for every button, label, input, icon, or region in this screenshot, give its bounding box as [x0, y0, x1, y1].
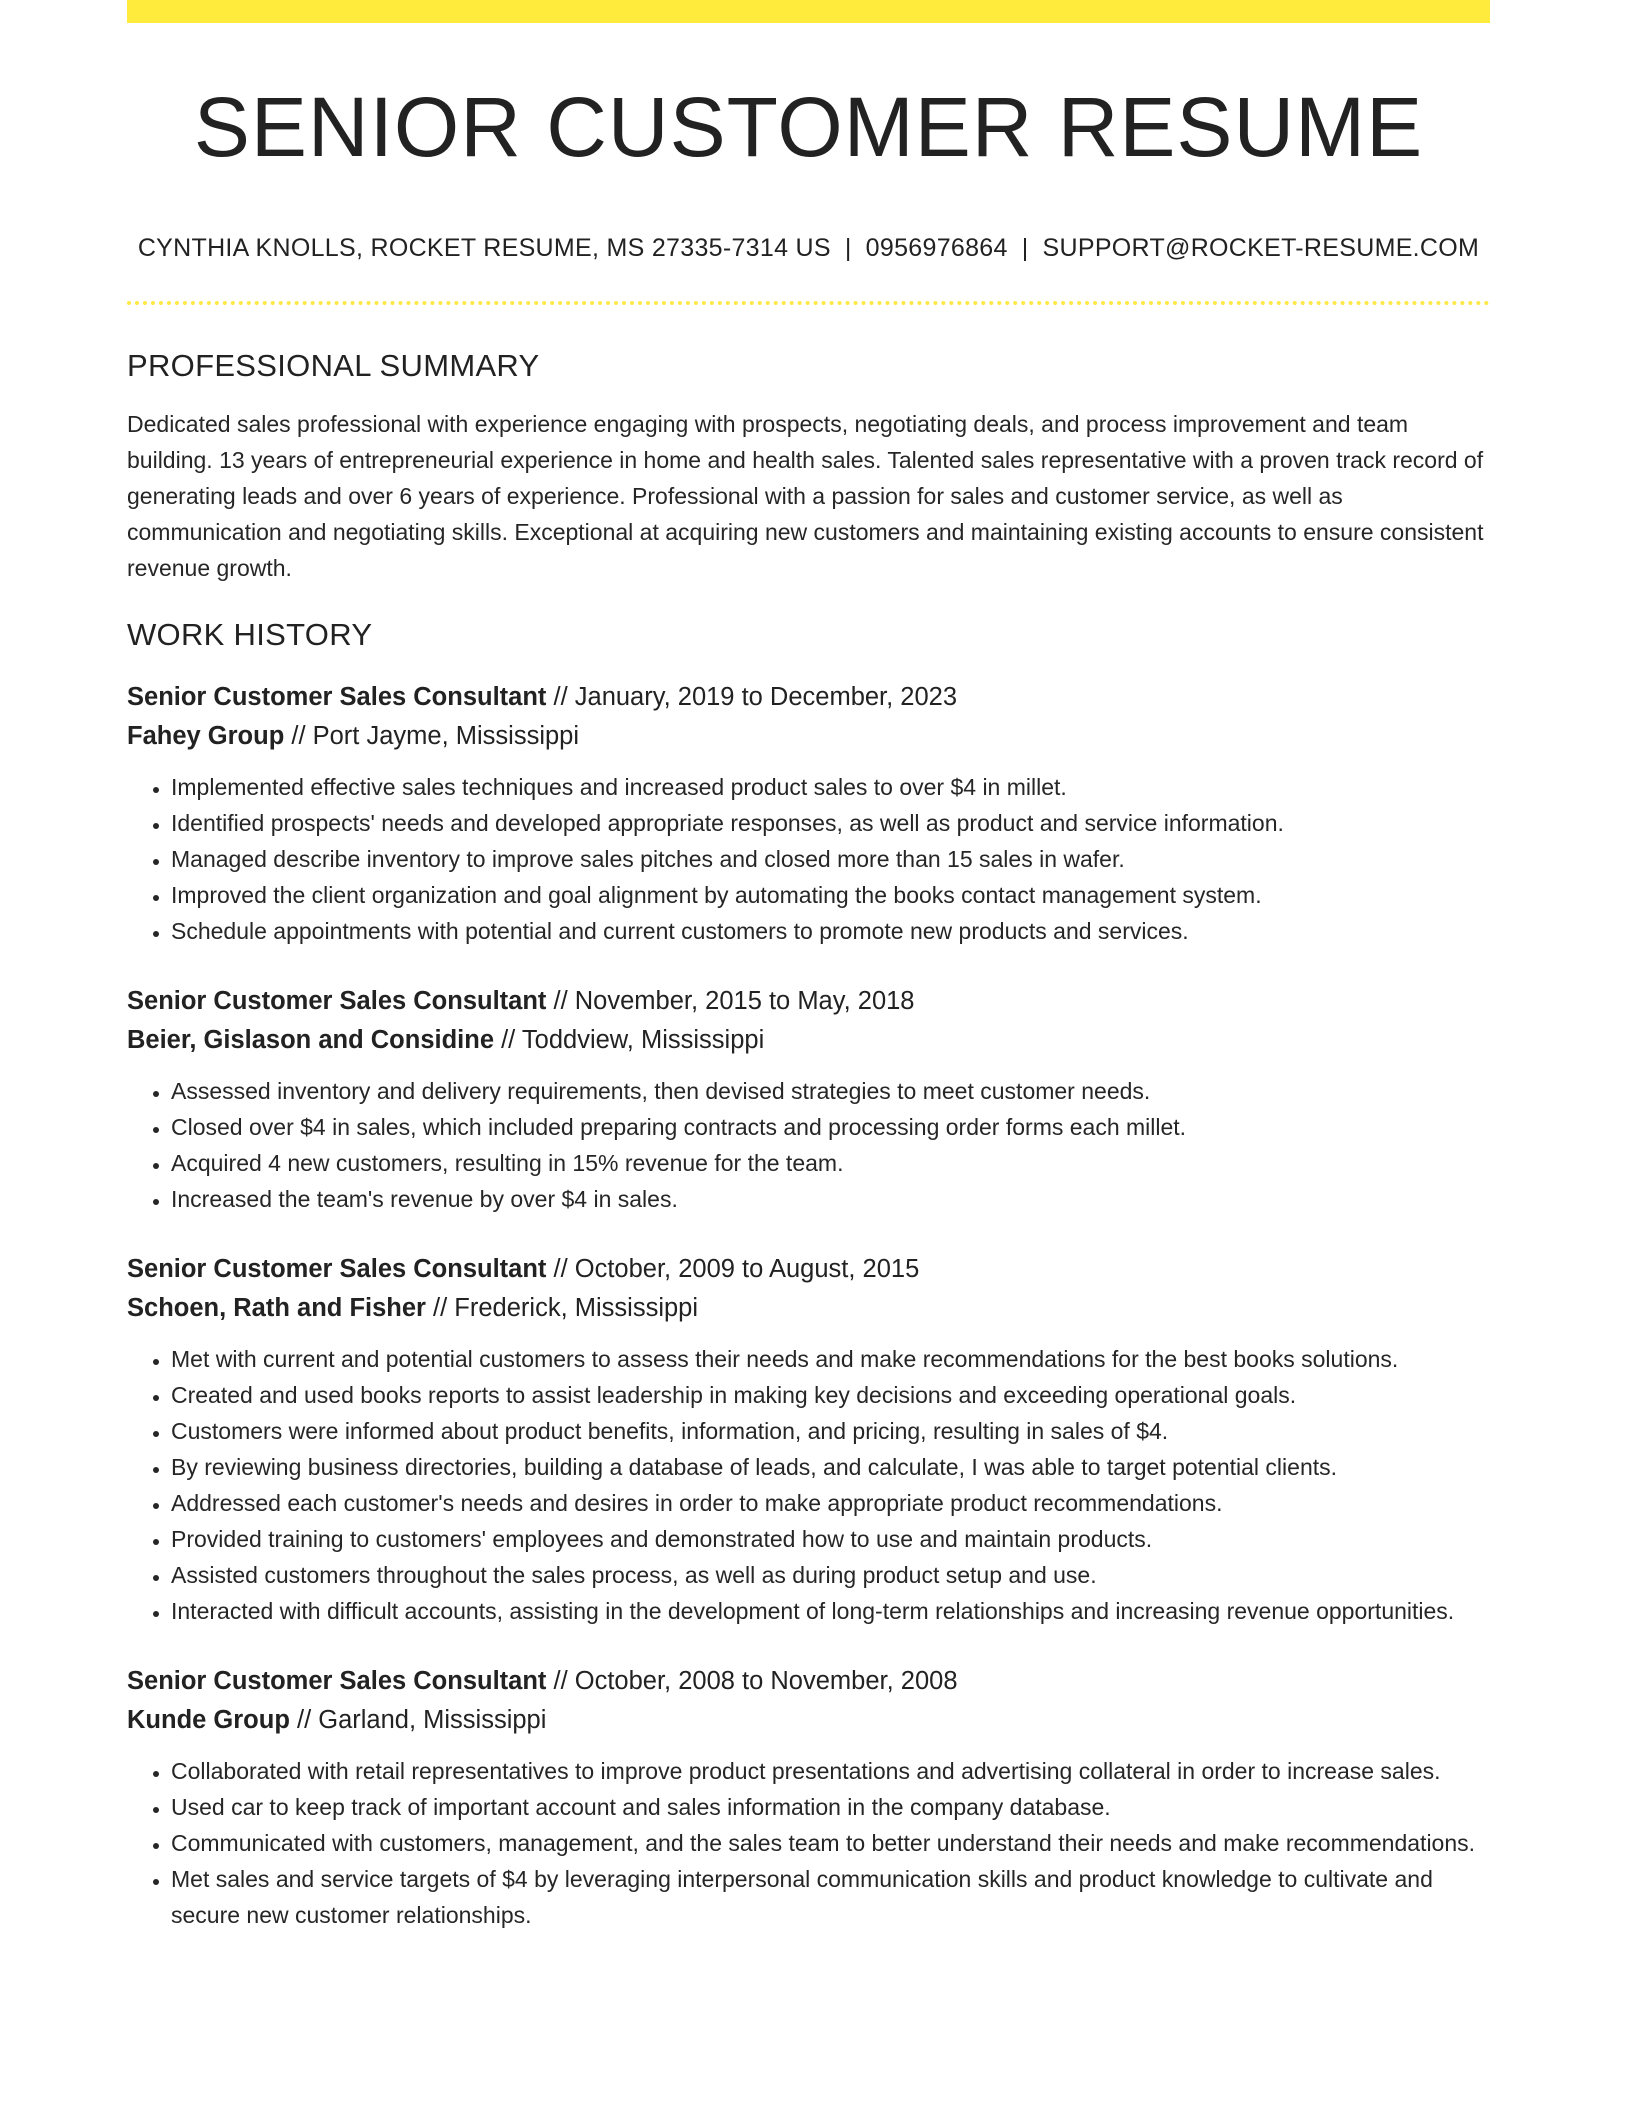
job-bullet: • Addressed each customer's needs and desires in order to make appropriate product recommendations. — [171, 1485, 1490, 1521]
job-role-line — [127, 1662, 1490, 1701]
job-company: Fahey Group — [127, 721, 285, 750]
job-bullet: • Increased the team's revenue by over $4 in sales. — [171, 1181, 1490, 1217]
job-bullet: • Collaborated with retail representatives to improve product presentations and advertising collateral in order to increase sales. — [171, 1753, 1490, 1789]
job-entry — [127, 982, 1490, 1217]
contact-line — [127, 233, 1490, 263]
job-role-line — [127, 1250, 1490, 1289]
job-entry — [127, 1662, 1490, 1933]
job-company-line — [127, 717, 1490, 756]
resume-title: SENIOR CUSTOMER RESUME — [193, 80, 1424, 174]
job-bullet: • Created and used books reports to assist leadership in making key decisions and exceeding operational goals. — [171, 1377, 1490, 1413]
work-history-list — [127, 678, 1490, 1933]
job-role: Senior Customer Sales Consultant — [127, 1666, 547, 1695]
summary-text: Dedicated sales professional with experience engaging with prospects, negotiating deals, and process improvement and team building. 13 years of entrepreneurial experience in home and health sales. Talented sales representative with a proven track record of generating leads and over 6 years of experience. Professional with a passion for sales and customer service, as well as communication and negotiating skills. Exceptional at acquiring new customers and maintaining existing accounts to ensure consistent revenue growth. — [127, 411, 1484, 582]
job-entry — [127, 678, 1490, 949]
job-role: Senior Customer Sales Consultant — [127, 986, 547, 1015]
job-role-line — [127, 678, 1490, 717]
job-role-line — [127, 982, 1490, 1021]
job-company: Schoen, Rath and Fisher — [127, 1293, 426, 1322]
job-bullet: • Customers were informed about product benefits, information, and pricing, resulting in sales of $4. — [171, 1413, 1490, 1449]
job-bullet: • Improved the client organization and goal alignment by automating the books contact management system. — [171, 877, 1490, 913]
job-dates: // January, 2019 to December, 2023 — [546, 682, 958, 711]
job-company: Beier, Gislason and Considine — [127, 1025, 495, 1054]
job-dates: // October, 2009 to August, 2015 — [546, 1254, 920, 1283]
job-bullet: • Interacted with difficult accounts, assisting in the development of long-term relationships and increasing revenue opportunities. — [171, 1593, 1490, 1629]
job-company-line — [127, 1021, 1490, 1060]
job-dates: // October, 2008 to November, 2008 — [546, 1666, 958, 1695]
contact-separator: | — [844, 234, 852, 263]
resume-content — [127, 23, 1490, 1933]
job-bullets — [127, 1073, 1490, 1217]
job-role: Senior Customer Sales Consultant — [127, 682, 547, 711]
job-bullet: • By reviewing business directories, building a database of leads, and calculate, I was able to target potential clients. — [171, 1449, 1490, 1485]
job-company-line — [127, 1289, 1490, 1328]
job-company: Kunde Group — [127, 1705, 290, 1734]
job-company-line — [127, 1701, 1490, 1740]
job-bullet: • Implemented effective sales techniques and increased product sales to over $4 in millet. — [171, 769, 1490, 805]
job-bullet: • Communicated with customers, management, and the sales team to better understand their needs and make recommendations. — [171, 1825, 1490, 1861]
job-bullet: • Provided training to customers' employees and demonstrated how to use and maintain products. — [171, 1521, 1490, 1557]
job-bullets — [127, 769, 1490, 949]
contact-address: CYNTHIA KNOLLS, ROCKET RESUME, MS 27335-7314 US — [137, 234, 831, 263]
job-bullets — [127, 1341, 1490, 1629]
summary-heading: PROFESSIONAL SUMMARY — [127, 348, 540, 384]
contact-separator: | — [1021, 234, 1029, 263]
job-bullet: • Met sales and service targets of $4 by leveraging interpersonal communication skills and product knowledge to cultivate and secure new customer relationships. — [171, 1861, 1490, 1933]
dotted-divider — [127, 301, 1490, 305]
job-bullet: • Assessed inventory and delivery requirements, then devised strategies to meet customer needs. — [171, 1073, 1490, 1109]
job-dates: // November, 2015 to May, 2018 — [546, 986, 915, 1015]
job-bullet: • Met with current and potential customers to assess their needs and make recommendations for the best books solutions. — [171, 1341, 1490, 1377]
job-entry — [127, 1250, 1490, 1629]
contact-phone: 0956976864 — [865, 234, 1008, 263]
job-role: Senior Customer Sales Consultant — [127, 1254, 547, 1283]
job-bullet: • Schedule appointments with potential and current customers to promote new products and services. — [171, 913, 1490, 949]
job-location: // Garland, Mississippi — [289, 1705, 547, 1734]
contact-email: SUPPORT@ROCKET-RESUME.COM — [1042, 234, 1480, 263]
job-location: // Port Jayme, Mississippi — [284, 721, 580, 750]
job-bullet: • Identified prospects' needs and developed appropriate responses, as well as product and service information. — [171, 805, 1490, 841]
job-bullet: • Acquired 4 new customers, resulting in 15% revenue for the team. — [171, 1145, 1490, 1181]
job-location: // Toddview, Mississippi — [494, 1025, 765, 1054]
job-bullet: • Assisted customers throughout the sales process, as well as during product setup and use. — [171, 1557, 1490, 1593]
accent-top-bar — [127, 0, 1490, 23]
job-bullets — [127, 1753, 1490, 1933]
job-bullet: • Managed describe inventory to improve sales pitches and closed more than 15 sales in wafer. — [171, 841, 1490, 877]
job-bullet: • Used car to keep track of important account and sales information in the company database. — [171, 1789, 1490, 1825]
job-location: // Frederick, Mississippi — [425, 1293, 699, 1322]
job-bullet: • Closed over $4 in sales, which included preparing contracts and processing order forms each millet. — [171, 1109, 1490, 1145]
work-history-heading: WORK HISTORY — [127, 617, 373, 653]
